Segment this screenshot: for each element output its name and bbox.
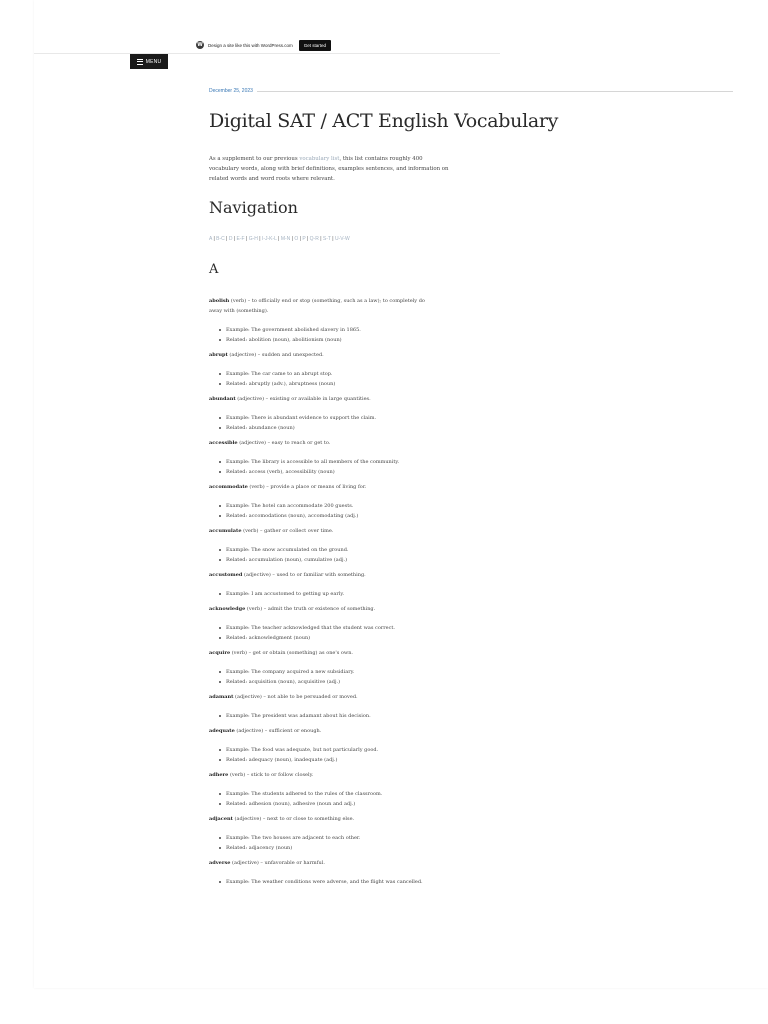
entry-word: accumulate <box>209 528 242 534</box>
list-item: Related: accumulation (noun), cumulative (adj.) <box>209 555 439 565</box>
entry-def: (verb) – get or obtain (something) as one's own. <box>230 650 354 656</box>
entry-definition <box>209 770 439 780</box>
entry-def: (verb) – to officially end or stop (something, such as a law); to completely do away with (something). <box>209 298 425 314</box>
entry-details <box>209 589 439 599</box>
nav-separator: | <box>276 236 281 242</box>
entry-definition <box>209 858 439 868</box>
entry-details <box>209 667 439 687</box>
entry-details <box>209 711 439 721</box>
entry-word: abundant <box>209 396 236 402</box>
entry-definition <box>209 814 439 824</box>
vocabulary-entries <box>209 296 439 892</box>
list-item: Related: accomodations (noun), accomodating (adj.) <box>209 511 439 521</box>
list-item: Related: adjacency (noun) <box>209 843 439 853</box>
vocabulary-list-link[interactable]: vocabulary list <box>299 156 340 162</box>
entry-definition <box>209 296 439 316</box>
list-item: Example: The snow accumulated on the ground. <box>209 545 439 555</box>
entry-word: adjacent <box>209 816 233 822</box>
list-item: Example: The weather conditions were adverse, and the flight was cancelled. <box>209 877 439 887</box>
entry-definition <box>209 438 439 448</box>
entry-word: abolish <box>209 298 230 304</box>
nav-separator: | <box>224 236 229 242</box>
list-item: Related: adhesion (noun), adhesive (noun and adj.) <box>209 799 439 809</box>
list-item: Example: The library is accessible to all members of the community. <box>209 457 439 467</box>
list-item: Example: The car came to an abrupt stop. <box>209 369 439 379</box>
list-item: Example: The government abolished slavery in 1865. <box>209 325 439 335</box>
nav-link-m-n[interactable]: M-N <box>280 236 291 242</box>
list-item: Related: abolition (noun), abolitionism (noun) <box>209 335 439 345</box>
letter-navigation <box>209 236 350 242</box>
nav-link-q-r[interactable]: Q-R <box>309 236 319 242</box>
entry-definition <box>209 570 439 580</box>
entry-def: (adjective) – next to or close to something else. <box>232 816 355 822</box>
entry-def: (adjective) – unfavorable or harmful. <box>230 860 325 866</box>
entry-def: (adjective) – not able to be persuaded or moved. <box>233 694 358 700</box>
nav-separator: | <box>330 236 335 242</box>
list-item: Example: I am accustomed to getting up early. <box>209 589 439 599</box>
entry-definition <box>209 648 439 658</box>
menu-label: MENU <box>145 58 162 65</box>
nav-link-p[interactable]: P <box>302 236 306 242</box>
entry-word: adamant <box>209 694 234 700</box>
wordpress-banner <box>196 37 500 54</box>
post-header <box>209 110 559 132</box>
entry-definition <box>209 692 439 702</box>
nav-separator: | <box>257 236 262 242</box>
list-item: Example: The president was adamant about his decision. <box>209 711 439 721</box>
entry-details <box>209 457 439 477</box>
nav-separator: | <box>244 236 249 242</box>
nav-link-i-j-k-l[interactable]: I-J-K-L <box>261 236 277 242</box>
nav-link-d[interactable]: D <box>228 236 233 242</box>
entry-details <box>209 623 439 643</box>
post-meta <box>209 88 733 94</box>
get-started-button[interactable]: Get started <box>299 40 331 51</box>
banner-text: Design a site like this with WordPress.com <box>208 42 293 48</box>
entry-def: (verb) – stick to or follow closely. <box>228 772 314 778</box>
entry-details <box>209 325 439 345</box>
menu-button[interactable] <box>130 54 168 69</box>
list-item: Related: acquisition (noun), acquisitive (adj.) <box>209 677 439 687</box>
entry-details <box>209 877 439 887</box>
nav-link-u-v-w[interactable]: U-V-W <box>334 236 350 242</box>
entry-word: acknowledge <box>209 606 246 612</box>
entry-definition <box>209 482 439 492</box>
nav-separator: | <box>298 236 303 242</box>
nav-link-o[interactable]: O <box>294 236 299 242</box>
list-item: Example: The two houses are adjacent to each other. <box>209 833 439 843</box>
nav-separator: | <box>212 236 217 242</box>
intro-paragraph <box>209 154 449 184</box>
list-item: Example: The food was adequate, but not particularly good. <box>209 745 439 755</box>
entry-definition <box>209 604 439 614</box>
entry-details <box>209 789 439 809</box>
entry-details <box>209 833 439 853</box>
entry-details <box>209 545 439 565</box>
top-divider <box>34 53 500 54</box>
nav-separator: | <box>318 236 323 242</box>
entry-word: adequate <box>209 728 235 734</box>
nav-link-b-c[interactable]: B-C <box>216 236 225 242</box>
wordpress-logo-icon: W <box>197 42 203 48</box>
nav-link-e-f[interactable]: E-F <box>236 236 245 242</box>
entry-def: (adjective) – used to or familiar with something. <box>242 572 366 578</box>
entry-details <box>209 369 439 389</box>
nav-link-s-t[interactable]: S-T <box>322 236 331 242</box>
entry-word: accessible <box>209 440 238 446</box>
hamburger-icon <box>137 59 143 65</box>
entry-def: (verb) – gather or collect over time. <box>241 528 334 534</box>
list-item: Related: abruptly (adv.), abruptness (noun) <box>209 379 439 389</box>
list-item: Example: The company acquired a new subsidiary. <box>209 667 439 677</box>
nav-link-g-h[interactable]: G-H <box>248 236 258 242</box>
list-item: Example: There is abundant evidence to support the claim. <box>209 413 439 423</box>
entry-def: (adjective) – sufficient or enough. <box>234 728 322 734</box>
entry-details <box>209 413 439 433</box>
entry-word: abrupt <box>209 352 228 358</box>
entry-word: accommodate <box>209 484 248 490</box>
entry-def: (adjective) – existing or available in large quantities. <box>235 396 371 402</box>
entry-word: accustomed <box>209 572 243 578</box>
list-item: Related: access (verb), accessibility (noun) <box>209 467 439 477</box>
list-item: Example: The teacher acknowledged that the student was correct. <box>209 623 439 633</box>
list-item: Related: acknowledgment (noun) <box>209 633 439 643</box>
list-item: Example: The hotel can accommodate 200 guests. <box>209 501 439 511</box>
section-heading-a: A <box>209 262 219 277</box>
nav-link-a[interactable]: A <box>209 236 213 242</box>
entry-definition <box>209 350 439 360</box>
nav-separator: | <box>232 236 237 242</box>
entry-def: (adjective) – easy to reach or get to. <box>237 440 331 446</box>
entry-definition <box>209 526 439 536</box>
entry-details <box>209 501 439 521</box>
entry-word: adverse <box>209 860 231 866</box>
entry-definition <box>209 394 439 404</box>
list-item: Example: The students adhered to the rules of the classroom. <box>209 789 439 799</box>
entry-def: (adjective) – sudden and unexpected. <box>227 352 324 358</box>
nav-separator: | <box>290 236 295 242</box>
intro-text-after: , this list contains roughly 400 vocabulary words, along with brief definitions, examples sentences, and information on related words and word roots where relevant. <box>209 156 449 182</box>
intro-text-before: As a supplement to our previous <box>209 156 300 162</box>
entry-word: acquire <box>209 650 231 656</box>
entry-word: adhere <box>209 772 229 778</box>
entry-def: (verb) – provide a place or means of living for. <box>247 484 367 490</box>
post-date-link[interactable]: December 25, 2023 <box>209 88 253 94</box>
list-item: Related: adequacy (noun), inadequate (adj.) <box>209 755 439 765</box>
entry-details <box>209 745 439 765</box>
nav-separator: | <box>305 236 310 242</box>
entry-def: (verb) – admit the truth or existence of something. <box>245 606 376 612</box>
list-item: Related: abundance (noun) <box>209 423 439 433</box>
post-title: Digital SAT / ACT English Vocabulary <box>209 110 559 132</box>
entry-definition <box>209 726 439 736</box>
date-divider <box>257 91 733 92</box>
navigation-heading: Navigation <box>209 198 298 217</box>
